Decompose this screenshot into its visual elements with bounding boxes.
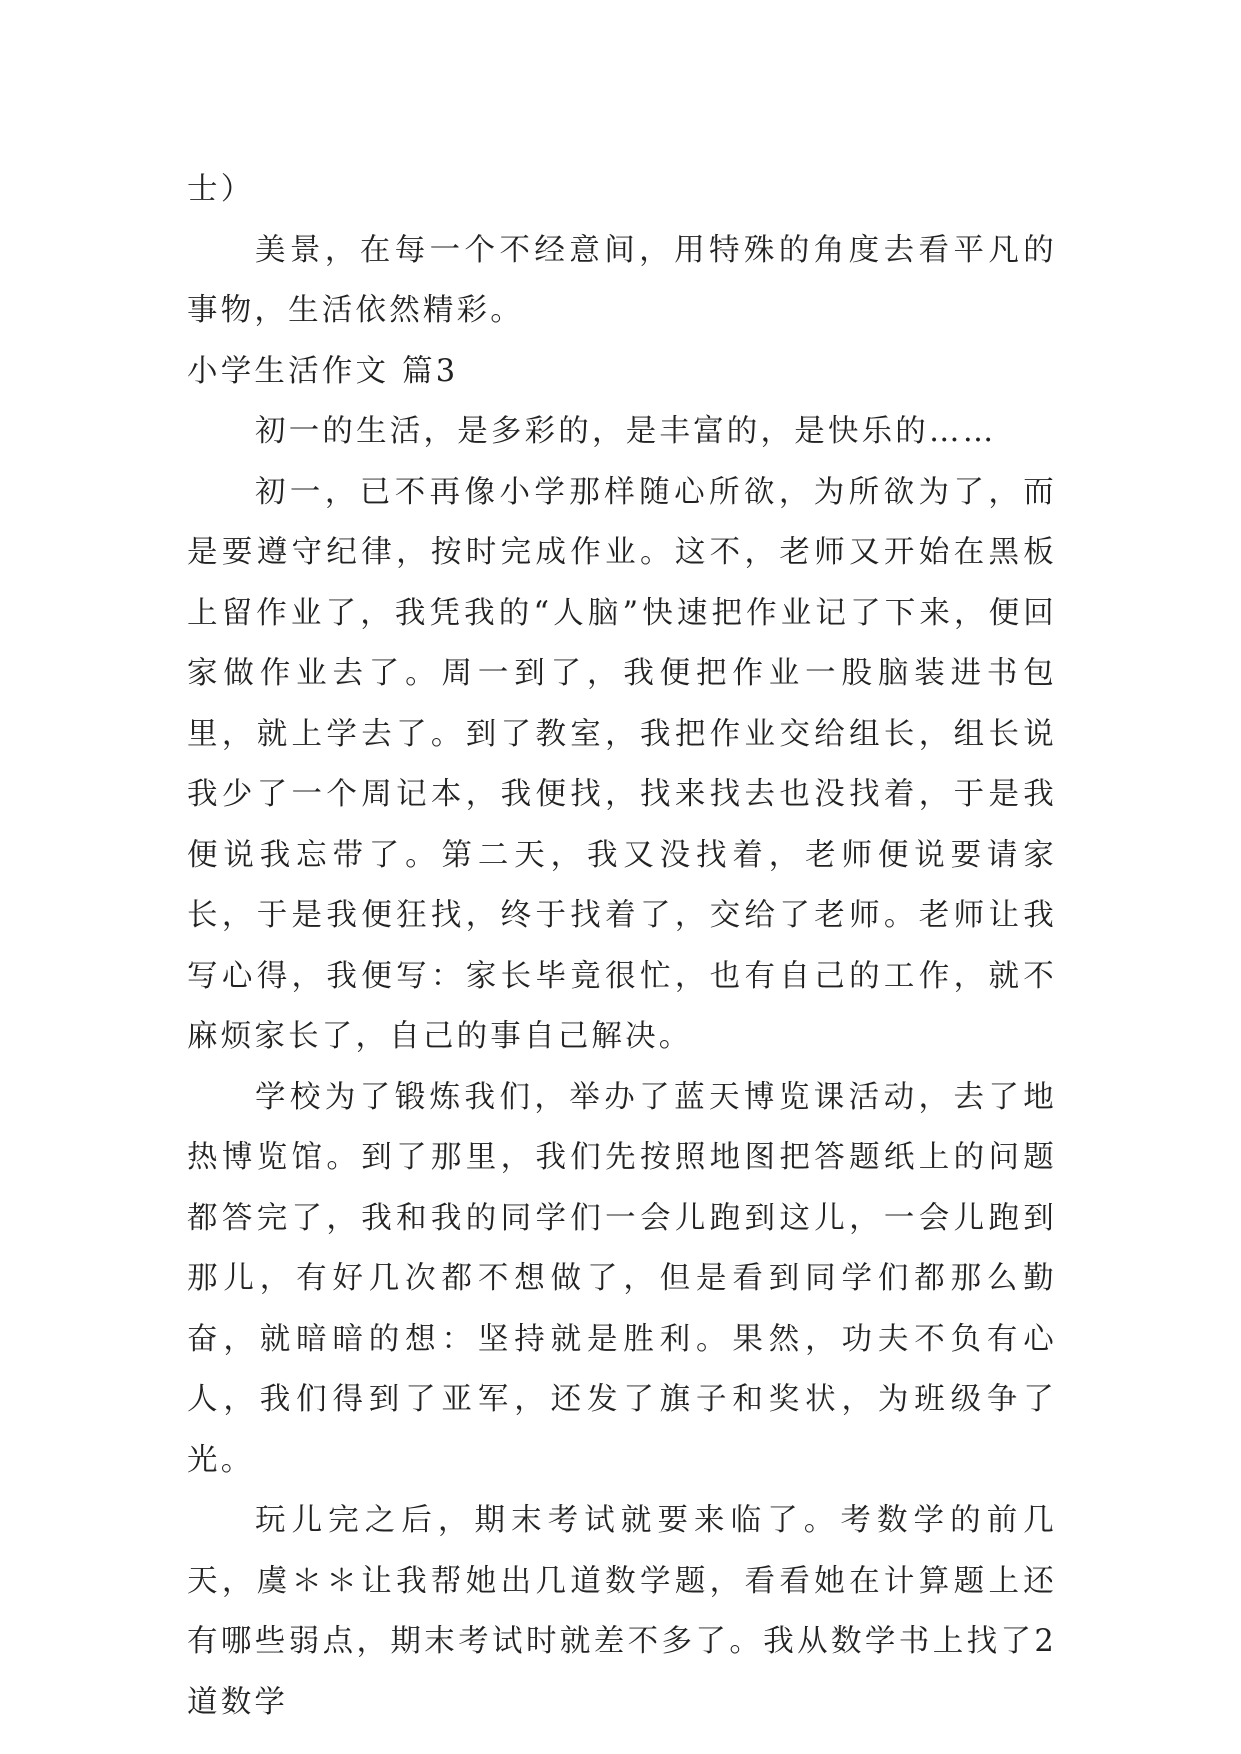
paragraph-exam: 玩儿完之后，期末考试就要来临了。考数学的前几天，虞＊＊让我帮她出几道数学题，看看她在计算题上还有哪些弱点，期末考试时就差不多了。我从数学书上找了2道数学 — [187, 1503, 1057, 1720]
document-body — [187, 160, 1057, 1733]
closing-paragraph: 美景，在每一个不经意间，用特殊的角度去看平凡的事物，生活依然精彩。 — [187, 232, 1057, 328]
paragraph-museum: 学校为了锻炼我们，举办了蓝天博览课活动，去了地热博览馆。到了那里，我们先按照地图把答题纸上的问题都答完了，我和我的同学们一会儿跑到这儿，一会儿跑到那儿，有好几次都不想做了，但是看到同学们都那么勤奋，就暗暗的想：坚持就是胜利。果然，功夫不负有心人，我们得到了亚军，还发了旗子和奖状，为班级争了光。 — [187, 1079, 1057, 1478]
paragraph-homework: 初一，已不再像小学那样随心所欲，为所欲为了，而是要遵守纪律，按时完成作业。这不，老师又开始在黑板上留作业了，我凭我的“人脑”快速把作业记了下来，便回家做作业去了。周一到了，我便把作业一股脑装进书包里，就上学去了。到了教室，我把作业交给组长，组长说我少了一个周记本，我便找，找来找去也没找着，于是我便说我忘带了。第二天，我又没找着，老师便说要请家长，于是我便狂找，终于找着了，交给了老师。老师让我写心得，我便写：家长毕竟很忙，也有自己的工作，就不麻烦家长了，自己的事自己解决。 — [187, 474, 1057, 1054]
paragraph-intro: 初一的生活，是多彩的，是丰富的，是快乐的…… — [255, 414, 997, 449]
section-heading: 小学生活作文 篇3 — [187, 353, 459, 389]
fragment-text: 士） — [187, 172, 255, 207]
